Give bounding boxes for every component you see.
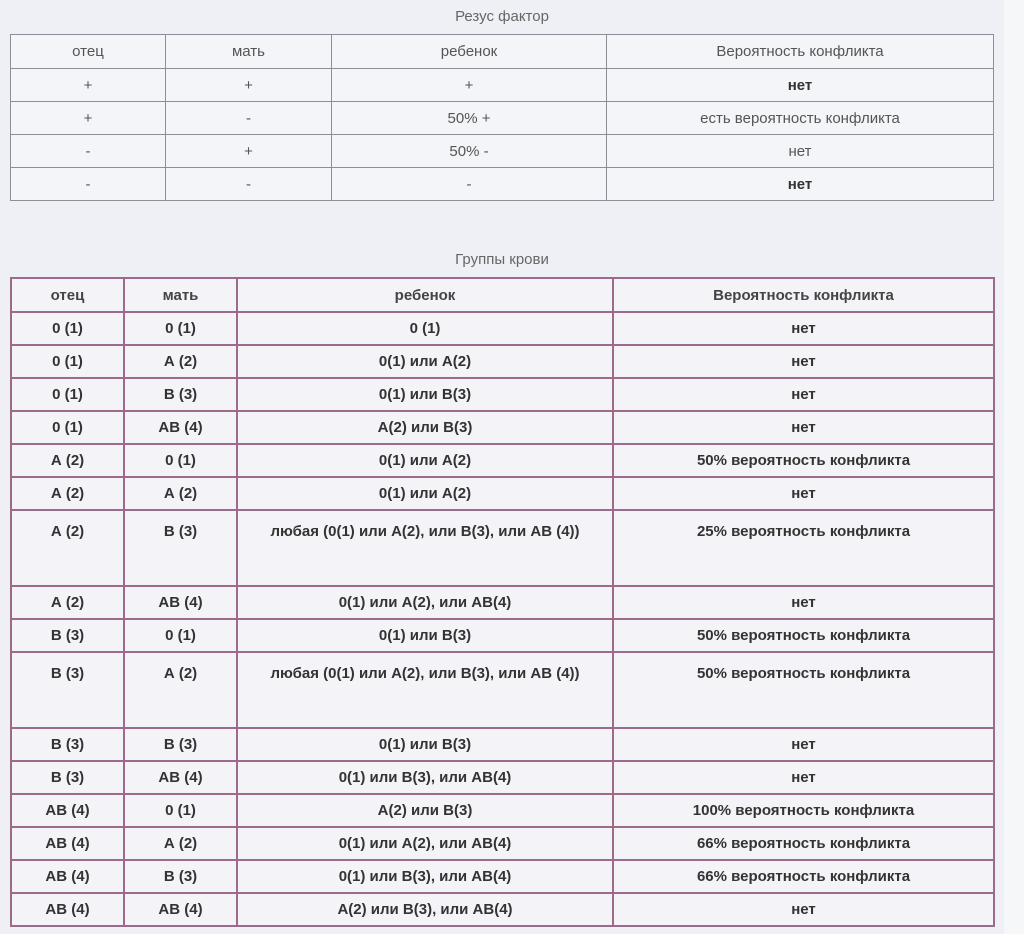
rhesus-cell-child: - [332, 168, 607, 201]
blood-header-mother: мать [124, 278, 237, 312]
blood-cell-father: В (3) [11, 761, 124, 794]
rhesus-cell-father: - [11, 135, 166, 168]
rhesus-cell-conflict: нет [607, 69, 994, 102]
rhesus-cell-conflict: нет [607, 168, 994, 201]
blood-group-table-body [11, 312, 994, 926]
rhesus-cell-child: 50% - [332, 135, 607, 168]
blood-header-conflict: Вероятность конфликта [613, 278, 994, 312]
blood-cell-conflict: 50% вероятность конфликта [613, 652, 994, 728]
rhesus-cell-child: 50% + [332, 102, 607, 135]
blood-cell-mother: 0 (1) [124, 312, 237, 345]
blood-cell-child: 0(1) или А(2), или АВ(4) [237, 827, 613, 860]
blood-cell-father: А (2) [11, 510, 124, 586]
blood-cell-mother: АВ (4) [124, 586, 237, 619]
blood-cell-father: АВ (4) [11, 860, 124, 893]
blood-cell-conflict: 50% вероятность конфликта [613, 619, 994, 652]
blood-cell-mother: А (2) [124, 477, 237, 510]
blood-cell-child: 0(1) или В(3), или АВ(4) [237, 860, 613, 893]
blood-cell-mother: А (2) [124, 652, 237, 728]
blood-cell-conflict: нет [613, 586, 994, 619]
blood-cell-conflict: нет [613, 728, 994, 761]
blood-row [11, 411, 994, 444]
blood-cell-conflict: 100% вероятность конфликта [613, 794, 994, 827]
blood-header-row [11, 278, 994, 312]
blood-cell-conflict: нет [613, 312, 994, 345]
blood-row [11, 619, 994, 652]
rhesus-row [11, 69, 994, 102]
rhesus-cell-father: - [11, 168, 166, 201]
rhesus-row [11, 135, 994, 168]
blood-row [11, 586, 994, 619]
blood-row [11, 761, 994, 794]
blood-group-table [10, 277, 995, 927]
blood-cell-father: АВ (4) [11, 827, 124, 860]
blood-cell-father: АВ (4) [11, 794, 124, 827]
blood-cell-father: 0 (1) [11, 378, 124, 411]
blood-cell-conflict: 66% вероятность конфликта [613, 827, 994, 860]
blood-row [11, 893, 994, 926]
blood-cell-conflict: нет [613, 761, 994, 794]
blood-cell-mother: В (3) [124, 728, 237, 761]
rhesus-cell-father: + [11, 102, 166, 135]
blood-header-child: ребенок [237, 278, 613, 312]
blood-cell-child: 0(1) или В(3) [237, 378, 613, 411]
blood-cell-conflict: 66% вероятность конфликта [613, 860, 994, 893]
blood-row [11, 728, 994, 761]
rhesus-cell-mother: - [166, 102, 332, 135]
blood-row [11, 345, 994, 378]
blood-cell-child: любая (0(1) или А(2), или В(3), или АВ (4)) [237, 510, 613, 586]
blood-cell-father: 0 (1) [11, 345, 124, 378]
blood-cell-mother: В (3) [124, 510, 237, 586]
blood-cell-father: В (3) [11, 728, 124, 761]
blood-cell-mother: В (3) [124, 378, 237, 411]
blood-cell-mother: АВ (4) [124, 411, 237, 444]
blood-cell-father: АВ (4) [11, 893, 124, 926]
blood-row [11, 794, 994, 827]
blood-cell-child: 0(1) или А(2), или АВ(4) [237, 586, 613, 619]
page-edge [1004, 0, 1024, 934]
blood-cell-conflict: 25% вероятность конфликта [613, 510, 994, 586]
blood-cell-father: В (3) [11, 619, 124, 652]
blood-cell-conflict: 50% вероятность конфликта [613, 444, 994, 477]
blood-row [11, 510, 994, 586]
blood-cell-conflict: нет [613, 477, 994, 510]
blood-cell-father: В (3) [11, 652, 124, 728]
rhesus-cell-mother: - [166, 168, 332, 201]
blood-cell-mother: А (2) [124, 345, 237, 378]
blood-cell-child: А(2) или В(3) [237, 411, 613, 444]
rhesus-cell-mother: + [166, 69, 332, 102]
rhesus-cell-conflict: есть вероятность конфликта [607, 102, 994, 135]
rhesus-header-row [11, 35, 994, 69]
blood-cell-father: 0 (1) [11, 312, 124, 345]
blood-cell-mother: 0 (1) [124, 619, 237, 652]
rhesus-cell-child: + [332, 69, 607, 102]
rhesus-table [10, 34, 994, 201]
blood-cell-mother: В (3) [124, 860, 237, 893]
blood-cell-father: А (2) [11, 444, 124, 477]
rhesus-row [11, 102, 994, 135]
rhesus-cell-father: + [11, 69, 166, 102]
blood-group-table-caption: Группы крови [455, 251, 549, 268]
blood-cell-child: 0(1) или В(3) [237, 619, 613, 652]
blood-cell-mother: АВ (4) [124, 761, 237, 794]
blood-cell-father: А (2) [11, 586, 124, 619]
blood-row [11, 860, 994, 893]
blood-cell-child: 0(1) или В(3) [237, 728, 613, 761]
blood-row [11, 444, 994, 477]
blood-cell-mother: 0 (1) [124, 794, 237, 827]
blood-cell-child: 0(1) или В(3), или АВ(4) [237, 761, 613, 794]
blood-cell-mother: А (2) [124, 827, 237, 860]
rhesus-table-caption: Резус фактор [455, 8, 549, 25]
rhesus-header-child: ребенок [332, 35, 607, 69]
blood-cell-child: 0(1) или А(2) [237, 444, 613, 477]
blood-row [11, 477, 994, 510]
blood-cell-father: 0 (1) [11, 411, 124, 444]
rhesus-header-conflict: Вероятность конфликта [607, 35, 994, 69]
rhesus-cell-mother: + [166, 135, 332, 168]
blood-cell-mother: АВ (4) [124, 893, 237, 926]
blood-cell-child: 0(1) или А(2) [237, 345, 613, 378]
blood-cell-mother: 0 (1) [124, 444, 237, 477]
blood-cell-conflict: нет [613, 411, 994, 444]
blood-cell-conflict: нет [613, 378, 994, 411]
blood-cell-child: любая (0(1) или А(2), или В(3), или АВ (4)) [237, 652, 613, 728]
blood-cell-conflict: нет [613, 893, 994, 926]
blood-cell-conflict: нет [613, 345, 994, 378]
rhesus-header-father: отец [11, 35, 166, 69]
rhesus-header-mother: мать [166, 35, 332, 69]
blood-cell-child: А(2) или В(3), или АВ(4) [237, 893, 613, 926]
blood-cell-child: 0 (1) [237, 312, 613, 345]
blood-cell-father: А (2) [11, 477, 124, 510]
blood-row [11, 312, 994, 345]
blood-cell-child: 0(1) или А(2) [237, 477, 613, 510]
blood-header-father: отец [11, 278, 124, 312]
blood-row [11, 652, 994, 728]
rhesus-row [11, 168, 994, 201]
blood-cell-child: А(2) или В(3) [237, 794, 613, 827]
blood-row [11, 378, 994, 411]
rhesus-cell-conflict: нет [607, 135, 994, 168]
blood-row [11, 827, 994, 860]
